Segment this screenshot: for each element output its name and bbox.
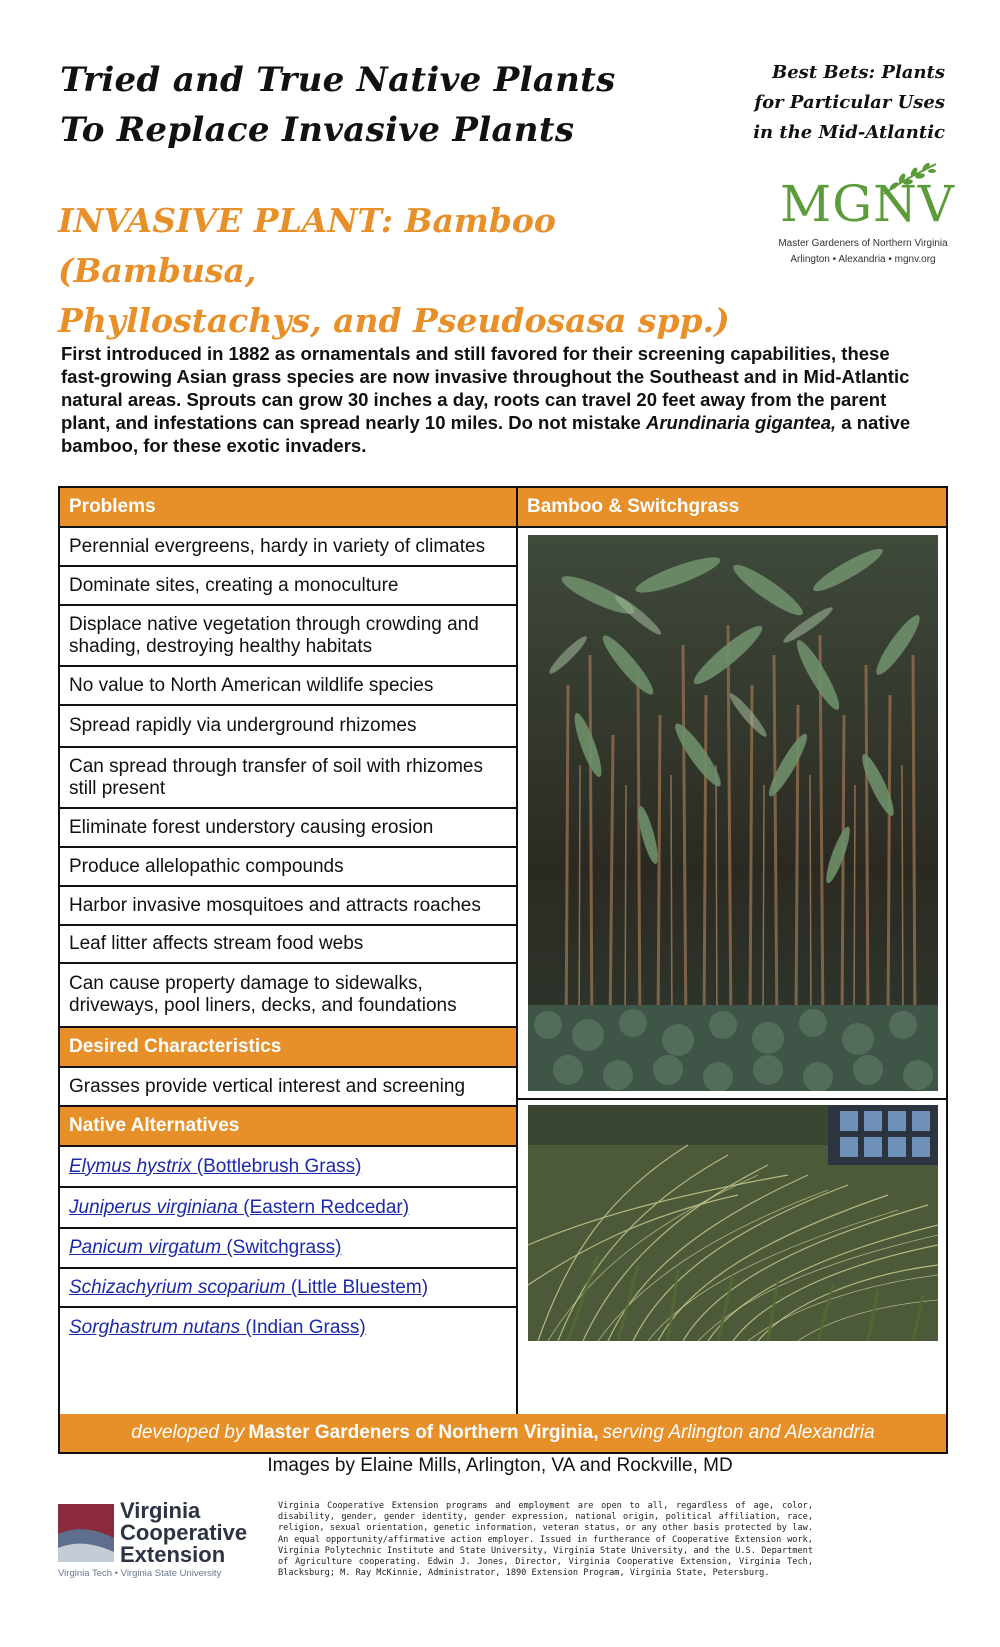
- problem-item: Leaf litter affects stream food webs: [60, 926, 516, 964]
- info-column: [60, 488, 518, 1452]
- problem-item: Harbor invasive mosquitoes and attracts roaches: [60, 887, 516, 926]
- problem-item: Spread rapidly via underground rhizomes: [60, 706, 516, 748]
- intro-paragraph: [61, 342, 911, 457]
- logo-places: Arlington • Alexandria • mgnv.org: [790, 254, 936, 265]
- natives-header: Native Alternatives: [60, 1107, 516, 1147]
- invasive-line-2: Phyllostachys, and Pseudosasa spp.): [58, 301, 730, 340]
- vce-universities: Virginia Tech • Virginia State University: [58, 1568, 222, 1579]
- native-alternative-item[interactable]: [60, 1229, 516, 1269]
- developer-suffix: serving Arlington and Alexandria: [602, 1422, 875, 1443]
- vce-line-3: Extension: [120, 1542, 226, 1567]
- native-alternative-link[interactable]: Panicum virgatum (Switchgrass): [69, 1237, 342, 1258]
- native-bamboo-name: Arundinaria gigantea,: [645, 412, 837, 433]
- native-alternative-item[interactable]: [60, 1269, 516, 1308]
- problem-item: Displace native vegetation through crowding and shading, destroying healthy habitats: [60, 606, 516, 667]
- developer-org: Master Gardeners of Northern Virginia,: [248, 1422, 599, 1443]
- problem-item: No value to North American wildlife species: [60, 667, 516, 706]
- vce-logo: [58, 1500, 268, 1580]
- title-line-1: Tried and True Native Plants: [60, 60, 616, 100]
- bamboo-photo: [528, 535, 938, 1091]
- best-bets-line-1: Best Bets: Plants: [772, 62, 945, 83]
- problems-header: Problems: [60, 488, 516, 528]
- native-alternative-link[interactable]: Sorghastrum nutans (Indian Grass): [69, 1317, 366, 1338]
- page-title: [60, 55, 700, 155]
- native-alternative-item[interactable]: [60, 1147, 516, 1188]
- invasive-plant-heading: [58, 196, 748, 346]
- info-table: [58, 486, 948, 1454]
- problem-item: Can cause property damage to sidewalks, driveways, pool liners, decks, and foundations: [60, 964, 516, 1028]
- desired-item: Grasses provide vertical interest and screening: [60, 1068, 516, 1107]
- vce-line-1: Virginia: [120, 1498, 201, 1523]
- best-bets-tagline: [695, 58, 945, 148]
- intro-tail: a native bamboo, for these exotic invaders.: [61, 412, 911, 456]
- native-alternative-link[interactable]: Schizachyrium scoparium (Little Bluestem): [69, 1276, 429, 1298]
- problem-item: Perennial evergreens, hardy in variety of climates: [60, 528, 516, 567]
- developer-banner: [58, 1414, 948, 1454]
- vce-emblem-icon: [58, 1504, 114, 1562]
- vce-line-2: Cooperative: [120, 1520, 248, 1545]
- logo-subtitle: Master Gardeners of Northern Virginia: [778, 238, 948, 249]
- native-alternative-item[interactable]: [60, 1308, 516, 1348]
- title-line-2: To Replace Invasive Plants: [60, 110, 575, 150]
- vce-wordmark: [120, 1500, 247, 1566]
- problem-item: Eliminate forest understory causing erosion: [60, 809, 516, 848]
- native-alternative-item[interactable]: [60, 1188, 516, 1229]
- legal-notice: Virginia Cooperative Extension programs and employment are open to all, regardless of age, color, disability, gender, gender identity, gender expression, national origin, political affiliation, race, religion, sexual orientation, genetic information, veteran status, or any other basis protected by law. An equal opportunity/affirmative action employer. Issued in furtherance of Cooperative Extension work, Virginia Polytechnic Institute and State University, Virginia State University, and the U.S. Department of Agriculture cooperating. Edwin J. Jones, Director, Virginia Cooperative Extension, Virginia Tech, Blacksburg; M. Ray McKinnie, Administrator, 1890 Extension Program, Virginia State, Petersburg.: [278, 1501, 813, 1579]
- problem-item: Produce allelopathic compounds: [60, 848, 516, 887]
- invasive-line-1: INVASIVE PLANT: Bamboo (Bambusa,: [58, 201, 556, 290]
- photo-divider: [518, 1098, 946, 1100]
- switchgrass-photo: [528, 1105, 938, 1341]
- developer-prefix: developed by: [131, 1422, 245, 1443]
- photos-header: Bamboo & Switchgrass: [518, 488, 946, 528]
- image-credits: Images by Elaine Mills, Arlington, VA and Rockville, MD: [267, 1455, 733, 1476]
- intro-text: First introduced in 1882 as ornamentals and still favored for their screening capabilities, these fast-growing Asian grass species are now invasive throughout the Southeast and in Mid-Atlantic natural areas. Sprouts can grow 30 inches a day, roots can travel 20 feet away from the parent plant, and infestations can spread nearly 10 miles. Do not mistake: [61, 343, 910, 433]
- native-alternative-link[interactable]: Elymus hystrix (Bottlebrush Grass): [69, 1155, 362, 1177]
- desired-header: Desired Characteristics: [60, 1028, 516, 1068]
- photo-column: [518, 488, 946, 1452]
- mgnv-logo: [768, 158, 958, 268]
- problem-item: Can spread through transfer of soil with rhizomes still present: [60, 748, 516, 809]
- best-bets-line-2: for Particular Uses: [754, 92, 945, 113]
- logo-wordmark: MGNV: [780, 175, 955, 233]
- best-bets-line-3: in the Mid-Atlantic: [753, 122, 945, 143]
- problem-item: Dominate sites, creating a monoculture: [60, 567, 516, 606]
- native-alternative-link[interactable]: Juniperus virginiana (Eastern Redcedar): [69, 1196, 410, 1218]
